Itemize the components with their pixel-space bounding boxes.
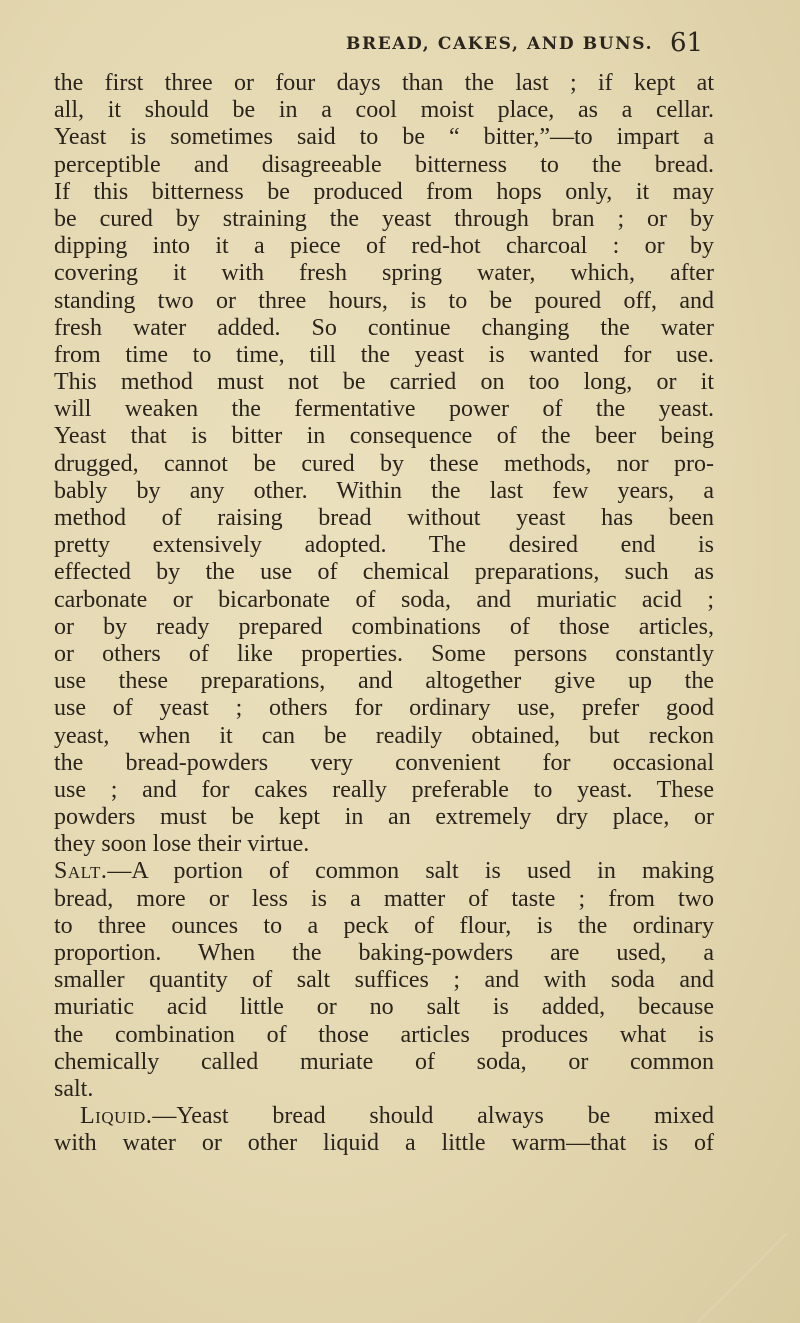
text-line: This method must not be carried on too long, or it xyxy=(54,369,714,396)
text-line: dipping into it a piece of red-hot charcoal : or by xyxy=(54,233,714,260)
text-line: —Yeast bread should always be mixed xyxy=(152,1103,714,1130)
text-line: they soon lose their virtue. xyxy=(54,831,310,858)
text-line: covering it with fresh spring water, which, after xyxy=(54,260,714,287)
page-number: 61 xyxy=(670,28,704,58)
text-line: the combination of those articles produces what is xyxy=(54,1021,714,1048)
text-line: or by ready prepared combinations of those articles, xyxy=(54,613,714,640)
text-line: smaller quantity of salt suffices ; and with soda and xyxy=(54,967,714,994)
text-line: effected by the use of chemical preparations, such as xyxy=(54,559,714,586)
page-corner-crease xyxy=(680,1233,800,1323)
text-line: fresh water added. So continue changing the water xyxy=(54,314,714,341)
text-line: from time to time, till the yeast is wanted for use. xyxy=(54,341,714,368)
text-line: method of raising bread without yeast has been xyxy=(54,505,714,531)
text-line: muriatic acid little or no salt is added, because xyxy=(54,994,714,1021)
text-line: proportion. When the baking-powders are used, a xyxy=(54,940,714,966)
running-head: BREAD, CAKES, AND BUNS. xyxy=(346,34,654,54)
text-line: yeast, when it can be readily obtained, but reckon xyxy=(54,722,714,749)
text-line: Yeast that is bitter in consequence of the beer being xyxy=(54,423,714,450)
paragraph-salt xyxy=(54,858,714,885)
text-line: be cured by straining the yeast through bran ; or by xyxy=(54,205,714,232)
text-line: bread, more or less is a matter of taste ; from two xyxy=(54,885,714,912)
text-line: use of yeast ; others for ordinary use, prefer good xyxy=(54,695,714,722)
text-line: the bread-powders very convenient for occasional xyxy=(54,749,714,776)
text-line: the first three or four days than the last ; if kept at xyxy=(54,70,714,96)
text-line: bably by any other. Within the last few years, a xyxy=(54,477,714,504)
text-line: —A portion of common salt is used in making xyxy=(107,858,714,885)
text-line: pretty extensively adopted. The desired end is xyxy=(54,532,714,559)
text-line: carbonate or bicarbonate of soda, and muriatic acid ; xyxy=(54,586,714,613)
paragraph-liquid xyxy=(54,1103,714,1130)
text-line: Yeast is sometimes said to be “ bitter,”—to impart a xyxy=(54,124,714,151)
section-heading-liquid: Liquid. xyxy=(80,1103,153,1130)
text-line: use these preparations, and altogether give up the xyxy=(54,668,714,695)
text-line: or others of like properties. Some persons constantly xyxy=(54,640,714,667)
text-line: drugged, cannot be cured by these methods, nor pro- xyxy=(54,450,714,477)
text-line: perceptible and disagreeable bitterness to the bread. xyxy=(54,151,714,178)
body-text xyxy=(54,70,714,1158)
text-line: all, it should be in a cool moist place, as a cellar. xyxy=(54,97,714,124)
text-line: powders must be kept in an extremely dry place, or xyxy=(54,804,714,831)
page-header xyxy=(0,26,800,66)
section-heading-salt: Salt. xyxy=(54,858,108,885)
text-line: salt. xyxy=(54,1075,94,1102)
text-line: to three ounces to a peck of flour, is the ordinary xyxy=(54,912,714,939)
text-line: with water or other liquid a little warm—that is of xyxy=(54,1130,714,1157)
text-line: standing two or three hours, is to be poured off, and xyxy=(54,287,714,314)
text-line: use ; and for cakes really preferable to yeast. These xyxy=(54,776,714,803)
text-line: If this bitterness be produced from hops only, it may xyxy=(54,178,714,205)
text-line: chemically called muriate of soda, or common xyxy=(54,1048,714,1075)
text-line: will weaken the fermentative power of the yeast. xyxy=(54,396,714,423)
